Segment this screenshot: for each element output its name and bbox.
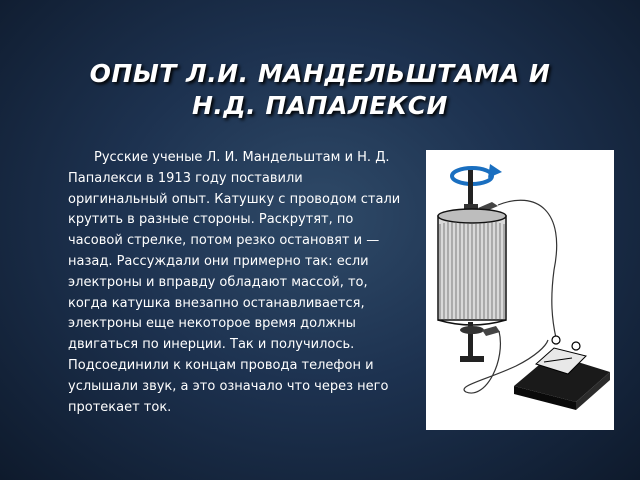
body-paragraph: Русские ученые Л. И. Мандельштам и Н. Д. Папалекси в 1913 году поставили оригинальный опыт. Катушку с проводом стали крутить в разные стороны. Раскрутят, по часовой стрелке, потом резко остановят и — назад. Рассуждали они примерно так: если электроны и вправду обладают массой, то, когда катушка внезапно останавливается, электроны еще некоторое время должны двигаться по инерции. Так и получилось. Подсоединили к концам провода телефон и услышали звук, а это означало что через него протекает ток. — [68, 150, 401, 415]
title-line-2: Н.Д. ПАПАЛЕКСИ — [192, 91, 448, 120]
coil-experiment-drawing — [426, 150, 614, 430]
coil — [438, 209, 506, 325]
rotation-arrow-icon — [452, 164, 502, 184]
experiment-illustration — [426, 150, 614, 430]
bottom-clamp — [460, 326, 484, 334]
slide-title — [40, 58, 600, 122]
coil-base — [460, 356, 484, 362]
telephone-drawing — [514, 336, 610, 410]
bottom-terminal — [482, 326, 500, 336]
title-line-1: ОПЫТ Л.И. МАНДЕЛЬШТАМА И — [89, 59, 551, 88]
wire-1 — [498, 200, 557, 338]
